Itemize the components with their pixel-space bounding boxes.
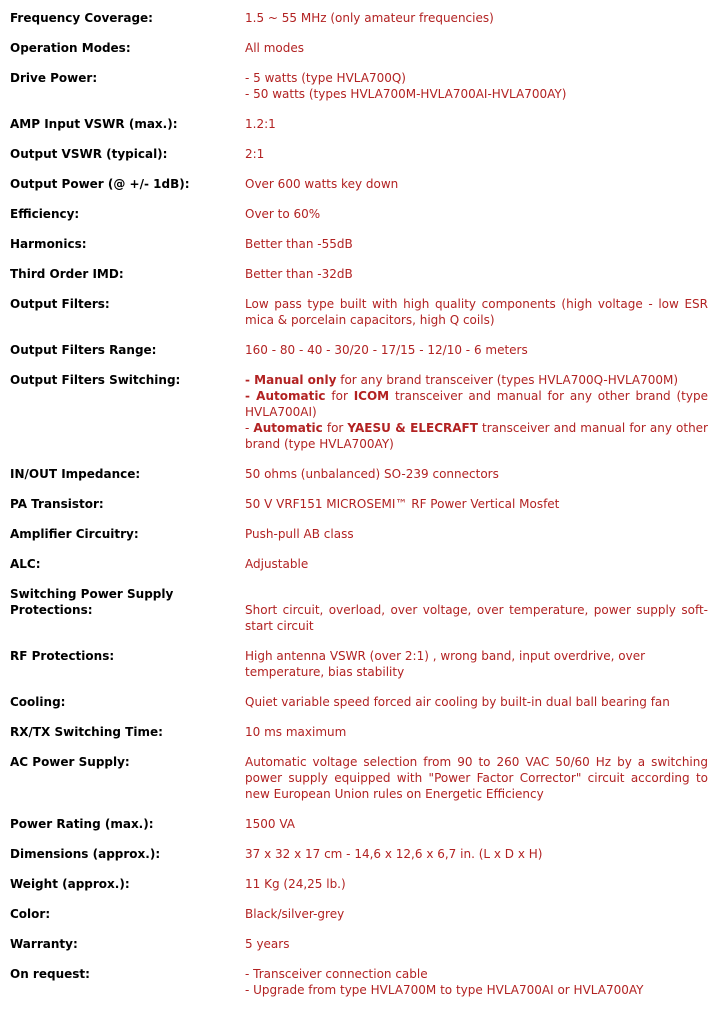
spec-row: [10, 846, 708, 876]
spec-value: 10 ms maximum: [245, 725, 347, 739]
spec-value: 5 years: [245, 937, 290, 951]
spec-value: All modes: [245, 41, 304, 55]
spec-label: RF Protections:: [10, 649, 115, 663]
spec-row: [10, 966, 708, 1012]
spec-label: Efficiency:: [10, 207, 80, 221]
spec-value: Short circuit, overload, over voltage, over temperature, power supply soft-start circuit: [245, 603, 708, 633]
spec-row: [10, 206, 708, 236]
spec-value: Better than -32dB: [245, 267, 353, 281]
spec-value: Over 600 watts key down: [245, 177, 399, 191]
spec-row: [10, 342, 708, 372]
spec-value: Adjustable: [245, 557, 309, 571]
spec-value: 2:1: [245, 147, 265, 161]
spec-row: [10, 236, 708, 266]
spec-row: [10, 936, 708, 966]
spec-value: Quiet variable speed forced air cooling by built-in dual ball bearing fan: [245, 695, 670, 709]
spec-row: [10, 496, 708, 526]
spec-label: IN/OUT Impedance:: [10, 467, 141, 481]
spec-label: Output Filters Range:: [10, 343, 157, 357]
spec-value: Better than -55dB: [245, 237, 353, 251]
spec-row: [10, 10, 708, 40]
spec-value: Black/silver-grey: [245, 907, 345, 921]
spec-row: [10, 816, 708, 846]
spec-label: Weight (approx.):: [10, 877, 130, 891]
spec-row: [10, 466, 708, 496]
spec-value: 37 x 32 x 17 cm - 14,6 x 12,6 x 6,7 in. (L x D x H): [245, 847, 543, 861]
spec-value: - Manual only for any brand transceiver (types HVLA700Q-HVLA700M) - Automatic for ICOM transceiver and manual for any other brand (type HVLA700AI) - Automatic for YAESU & ELECRAFT transceiver and manual for any other brand (type HVLA700AY): [245, 373, 708, 451]
spec-label: Warranty:: [10, 937, 78, 951]
spec-table: [10, 10, 708, 1012]
spec-row: [10, 556, 708, 586]
spec-row: [10, 876, 708, 906]
spec-row: [10, 70, 708, 116]
spec-value: 1500 VA: [245, 817, 296, 831]
spec-label: Output Filters:: [10, 297, 110, 311]
spec-label: Power Rating (max.):: [10, 817, 154, 831]
spec-row: [10, 694, 708, 724]
spec-label: Output VSWR (typical):: [10, 147, 168, 161]
spec-value: 11 Kg (24,25 lb.): [245, 877, 346, 891]
spec-row: [10, 116, 708, 146]
spec-row: [10, 526, 708, 556]
spec-value: 1.5 ~ 55 MHz (only amateur frequencies): [245, 11, 494, 25]
spec-label: AMP Input VSWR (max.):: [10, 117, 178, 131]
spec-label: PA Transistor:: [10, 497, 104, 511]
spec-value: 1.2:1: [245, 117, 276, 131]
spec-row: [10, 40, 708, 70]
spec-label: ALC:: [10, 557, 41, 571]
spec-label: AC Power Supply:: [10, 755, 130, 769]
spec-value: - Transceiver connection cable - Upgrade from type HVLA700M to type HVLA700AI or HVLA700AY: [245, 967, 644, 997]
spec-label: Dimensions (approx.):: [10, 847, 161, 861]
spec-label: Frequency Coverage:: [10, 11, 153, 25]
spec-label: Drive Power:: [10, 71, 98, 85]
spec-row: [10, 146, 708, 176]
spec-label: Harmonics:: [10, 237, 87, 251]
spec-row: [10, 266, 708, 296]
spec-value: - 5 watts (type HVLA700Q) - 50 watts (types HVLA700M-HVLA700AI-HVLA700AY): [245, 71, 567, 101]
spec-label: RX/TX Switching Time:: [10, 725, 163, 739]
spec-value: High antenna VSWR (over 2:1) , wrong band, input overdrive, over temperature, bias stability: [245, 649, 646, 679]
spec-label: On request:: [10, 967, 90, 981]
spec-row: [10, 906, 708, 936]
spec-row: [10, 724, 708, 754]
spec-label: Third Order IMD:: [10, 267, 124, 281]
spec-value: Automatic voltage selection from 90 to 260 VAC 50/60 Hz by a switching power supply equipped with "Power Factor Corrector" circuit according to new European Union rules on Energetic Efficiency: [245, 755, 708, 801]
spec-value: 50 ohms (unbalanced) SO-239 connectors: [245, 467, 499, 481]
spec-label: Amplifier Circuitry:: [10, 527, 139, 541]
spec-label: Operation Modes:: [10, 41, 131, 55]
spec-row: [10, 586, 708, 648]
spec-row: [10, 296, 708, 342]
spec-value: 160 - 80 - 40 - 30/20 - 17/15 - 12/10 - 6 meters: [245, 343, 528, 357]
spec-value: Push-pull AB class: [245, 527, 354, 541]
spec-label: Cooling:: [10, 695, 66, 709]
spec-row: [10, 754, 708, 816]
spec-label: Switching Power Supply Protections:: [10, 587, 174, 617]
spec-label: Output Filters Switching:: [10, 373, 181, 387]
spec-label: Color:: [10, 907, 51, 921]
spec-row: [10, 372, 708, 466]
spec-row: [10, 648, 708, 694]
spec-value: Low pass type built with high quality components (high voltage - low ESR mica & porcelain capacitors, high Q coils): [245, 297, 708, 327]
spec-row: [10, 176, 708, 206]
spec-label: Output Power (@ +/- 1dB):: [10, 177, 190, 191]
spec-value: 50 V VRF151 MICROSEMI™ RF Power Vertical Mosfet: [245, 497, 560, 511]
spec-table-body: [10, 10, 708, 1012]
spec-value: Over to 60%: [245, 207, 321, 221]
